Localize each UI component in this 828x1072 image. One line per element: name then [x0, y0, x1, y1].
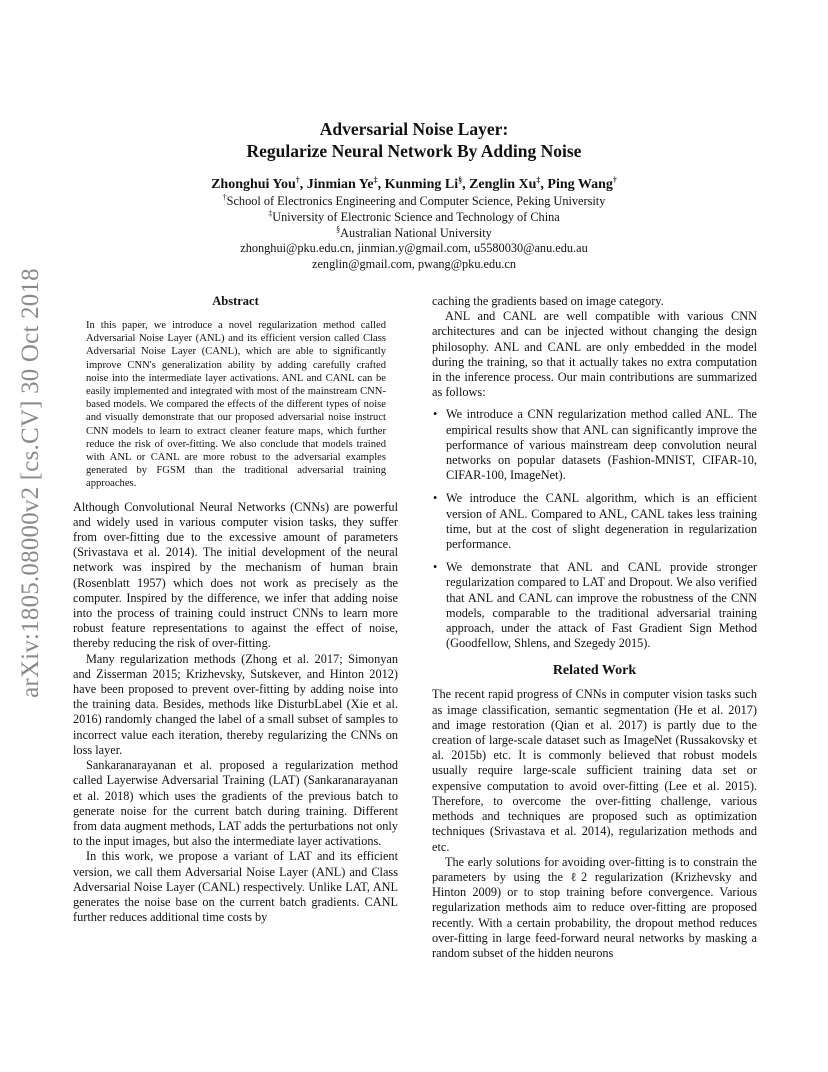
body-paragraph: In this work, we propose a variant of LAT and its efficient version, we call them Adversarial Noise Layer (ANL) and Class Adversarial Noise Layer (CANL) respectively. Unlike LAT, ANL generates the noise base on the current batch gradients. CANL further reduces additional time costs by — [73, 849, 398, 925]
affiliation — [0, 210, 828, 226]
author: Zenglin Xu — [469, 177, 537, 192]
contribution-item — [432, 560, 757, 651]
affiliation-mark: ‡ — [268, 208, 273, 218]
body-paragraph: caching the gradients based on image category. — [432, 294, 664, 308]
body-paragraph: Although Convolutional Neural Networks (CNNs) are powerful and widely used in various computer vision tasks, they suffer from over-fitting due to the excessive amount of parameters (Srivastava et al. 2014). The initial development of the neural network was inspired by the mechanism of human brain (Rosenblatt 1957) which does not work as precisely as the computer. Inspired by the difference, we infer that adding noise into the process of training could instruct CNNs to learn more robust feature representations to against the effect of noise, thereby reducing the risk of over-fitting. — [73, 499, 398, 651]
email-line: zenglin@gmail.com, pwang@pku.edu.cn — [312, 257, 516, 272]
right-column — [432, 294, 757, 961]
abstract-text: In this paper, we introduce a novel regularization method called Adversarial Noise Layer (ANL) and its efficient version called Class Adversarial Noise Layer (CANL), which are able to significantly improve CNN's generalization ability by adding carefully crafted noise into the intermediate layer activations. ANL and CANL can be easily implemented and integrated with most of the mainstream CNN-based models. We compared the effects of the different types of noise and visually demonstrate that our proposed adversarial noise instruct CNN models to learn to extract cleaner feature maps, which further reduce the risk of over-fitting. We also conclude that models trained with ANL or CANL are more robust to the adversarial examples generated by FGSM than the traditional adversarial training approaches. — [86, 320, 386, 490]
body-paragraph: Sankaranarayanan et al. proposed a regularization method called Layerwise Adversarial Training (LAT) (Sankaranarayanan et al. 2018) which uses the gradients of the previous batch to generate noise for the current batch during training. Different from data augment methods, LAT adds the perturbations not only to the input images, but also the intermediate layer activations. — [73, 758, 398, 849]
contribution-text: We demonstrate that ANL and CANL provide stronger regularization compared to LAT and Dropout. We also verified that ANL and CANL can improve the robustness of the CNN models, comparable to the traditional adversarial training approach, under the attack of Fast Gradient Sign Method (Goodfellow, Shlens, and Szegedy 2015). — [446, 560, 757, 651]
contribution-list — [432, 407, 757, 651]
contribution-text: We introduce a CNN regularization method called ANL. The empirical results show that ANL can significantly improve the performance of various mainstream deep convolution neural networks on popular datasets (Fashion-MNIST, CIFAR-10, CIFAR-100, ImageNet). — [446, 407, 757, 483]
bullet-icon: • — [433, 407, 438, 422]
author-mark: ‡ — [373, 175, 378, 185]
contribution-item — [432, 407, 757, 483]
affiliation — [0, 194, 828, 210]
affiliation-mark: † — [222, 192, 227, 202]
affiliation — [0, 226, 828, 242]
author-mark: † — [295, 175, 300, 185]
author-mark: § — [458, 175, 463, 185]
paper-title — [0, 118, 828, 162]
author: Zhonghui You — [211, 177, 296, 192]
bullet-icon: • — [433, 560, 438, 575]
body-paragraph: The early solutions for avoiding over-fitting is to constrain the parameters by using the ℓ2 regularization (Krizhevsky and Hinton 2009) or to stop training before convergence. Various regularization methods aim to reduce over-fitting are proposed recently. With a certain probability, the dropout method reduces over-fitting in large feed-forward neural networks by masking a random subset of the hidden neurons — [432, 854, 757, 960]
body-paragraph: ANL and CANL are well compatible with various CNN architectures and can be injected without changing the design philosophy. ANL and CANL are only embedded in the model during the training, so that it actually takes no extra computation in the inference process. Our main contributions are summarized as follows: — [432, 309, 757, 400]
author: Ping Wang — [547, 177, 613, 192]
body-paragraph: The recent rapid progress of CNNs in computer vision tasks such as image classification, semantic segmentation (He et al. 2017) and image restoration (Qian et al. 2017) is partly due to the creation of large-scale dataset such as ImageNet (Russakovsky et al. 2015b) etc. It is commonly believed that robust models usually require large-scale sufficient training data set or expensive computation to avoid over-fitting (Lee et al. 2015). Therefore, to overcome the over-fitting challenge, various methods and techniques are proposed such as optimization techniques (Srivastava et al. 2014), regularization methods and etc. — [432, 687, 757, 854]
contribution-text: We introduce the CANL algorithm, which is an efficient version of ANL. Compared to ANL, CANL takes less training time, but at the cost of slight degeneration in regularization performance. — [446, 491, 757, 552]
abstract-heading: Abstract — [212, 294, 259, 308]
author-mark: † — [612, 175, 617, 185]
author: Jinmian Ye — [306, 177, 374, 192]
title-line-2: Regularize Neural Network By Adding Noise — [246, 141, 582, 161]
email-line: zhonghui@pku.edu.cn, jinmian.y@gmail.com, u5580030@anu.edu.au — [240, 241, 588, 256]
author-mark: ‡ — [536, 175, 541, 185]
section-heading-related-work: Related Work — [552, 663, 637, 679]
paper-header — [0, 118, 828, 273]
left-column — [73, 294, 398, 925]
affiliation-mark: § — [336, 224, 341, 234]
body-paragraph: Many regularization methods (Zhong et al. 2017; Simonyan and Zisserman 2015; Krizhevsky, Sutskever, and Hinton 2012) have been proposed to prevent over-fitting by adding noise into the training data. Besides, methods like DisturbLabel (Xie et al. 2016) randomly changed the label of a small subset of samples to incorrect value each iteration, thereby regularizing the CNNs on loss layer. — [73, 651, 398, 757]
affiliation-text: University of Electronic Science and Technology of China — [272, 209, 560, 224]
affiliation-text: School of Electronics Engineering and Computer Science, Peking University — [226, 194, 606, 208]
author: Kunming Li — [384, 177, 459, 192]
affiliation-text: Australian National University — [340, 225, 492, 240]
bullet-icon: • — [433, 491, 438, 506]
contribution-item — [432, 491, 757, 552]
title-line-1: Adversarial Noise Layer: — [319, 119, 509, 139]
arxiv-identifier — [14, 267, 48, 698]
arxiv-identifier-text: arXiv:1805.08000v2 [cs.CV] 30 Oct 2018 — [17, 267, 44, 698]
author-list: Zhonghui You†, Jinmian Ye‡, Kunming Li§, Zenglin Xu‡, Ping Wang† — [211, 175, 617, 192]
